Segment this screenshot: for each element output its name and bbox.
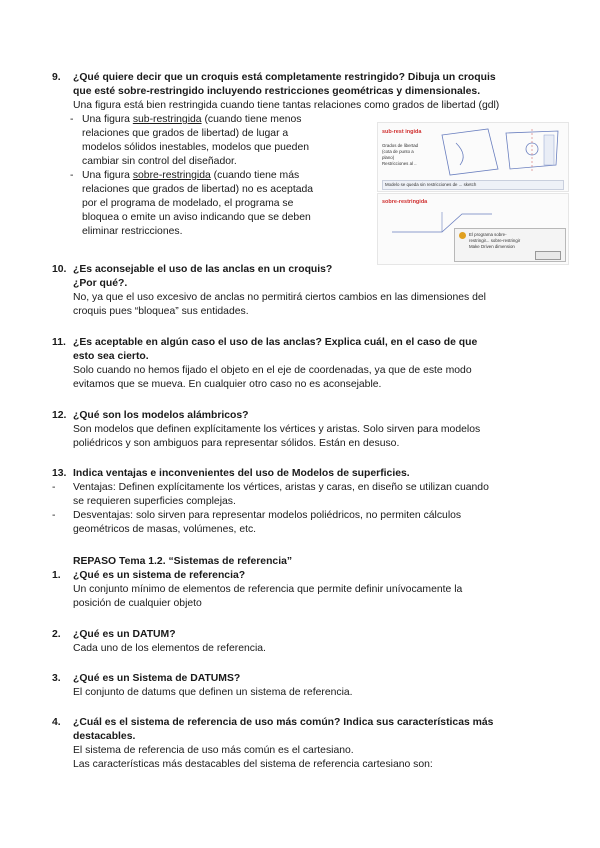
- question-title-line: Indica ventajas e inconvenientes del uso de Modelos de superficies.: [73, 468, 410, 479]
- review-question-1: [52, 569, 552, 611]
- review-question-2: [52, 628, 552, 656]
- answer-line: croquis pues “bloquea” sus entidades.: [73, 306, 249, 317]
- answer-line: posición de cualquier objeto: [73, 598, 202, 609]
- answer-line: Son modelos que definen explícitamente los vértices y aristas. Solo sirven para modelos: [73, 424, 481, 435]
- question-number: 1.: [52, 570, 61, 581]
- answer-line: evitamos que se mueva. En cualquier otro caso no es aconsejable.: [73, 379, 382, 390]
- question-title-line: ¿Es aceptable en algún caso el uso de las anclas? Explica cuál, en el caso de que: [73, 337, 478, 348]
- question-title-line: ¿Qué quiere decir que un croquis está completamente restringido? Dibuja un croquis: [73, 72, 496, 83]
- question-number: 9.: [52, 72, 61, 83]
- warning-dialog: [454, 228, 566, 262]
- answer-line: poliédricos y son ambiguos para representar sólidos. Están en desuso.: [73, 438, 400, 449]
- question-title-line: ¿Qué es un sistema de referencia?: [73, 570, 246, 581]
- question-title-line: que esté sobre-restringido incluyendo restricciones geométricas y dimensionales.: [73, 86, 481, 97]
- figure-note: Modelo se queda sin restricciones de ... sketch: [385, 182, 477, 187]
- answer-intro: Una figura está bien restringida cuando tiene tantas relaciones como grados de libertad (gdl): [73, 100, 500, 111]
- bullet-text: Una figura: [82, 170, 133, 181]
- sketch-drawing: [436, 125, 566, 181]
- disadvantages-item: - Desventajas: solo sirven para representar modelos poliédricos, no permiten cálculos geométricos de masas, volúmenes, etc.: [52, 509, 552, 537]
- answer-line: Cada uno de los elementos de referencia.: [73, 643, 266, 654]
- question-title-line: destacables.: [73, 731, 136, 742]
- review-question-4: [52, 716, 552, 772]
- bullet-text: relaciones que grados de libertad) no es aceptada: [82, 184, 314, 195]
- list-text: Ventajas: Definen explícitamente los vértices, aristas y caras, en diseño se utilizan cuando: [73, 482, 489, 493]
- answer-line: Solo cuando no hemos fijado el objeto en el eje de coordenadas, ya que de este modo: [73, 365, 472, 376]
- sobre-restringida-figure: [377, 193, 569, 265]
- question-title-line: ¿Qué es un Sistema de DATUMS?: [73, 673, 241, 684]
- section-heading-block: [52, 555, 552, 569]
- question-number: 11.: [52, 337, 66, 348]
- bullet-sub-restringida: - Una figura sub-restringida (cuando tiene menos relaciones que grados de libertad) de lugar a modelos sólidos inestables, modelos que pueden cambiar sin control del diseñador.: [52, 113, 552, 169]
- status-bar: [382, 180, 564, 190]
- figure-note: plano): [382, 155, 395, 160]
- answer-line: No, ya que el uso excesivo de anclas no permitirá ciertos cambios en las dimensiones del: [73, 292, 486, 303]
- figure-note: (cota de punto a: [382, 149, 414, 154]
- figure-caption: sobre-restringida: [382, 199, 428, 205]
- bullet-text: (cuando tiene más: [210, 170, 300, 181]
- advantages-item: - Ventajas: Definen explícitamente los vértices, aristas y caras, en diseño se utilizan cuando se requieren superficies complejas.: [52, 481, 552, 509]
- bullet-text: modelos sólidos inestables, modelos que pueden: [82, 142, 310, 153]
- figure-caption: sub-rest ingida: [382, 129, 422, 135]
- sub-restringida-figure: [377, 122, 569, 192]
- dialog-text: restringir... sobre-restringir: [469, 238, 521, 243]
- review-question-3: [52, 672, 552, 700]
- bullet-text: bloquea o emite un aviso indicando que se deben: [82, 212, 311, 223]
- warning-icon: [459, 232, 466, 239]
- answer-line: Las características más destacables del sistema de referencia cartesiano son:: [73, 759, 433, 770]
- question-11: [52, 336, 552, 392]
- bullet-text: cambiar sin control del diseñador.: [82, 156, 237, 167]
- bullet-text: por el programa de modelado, el programa se: [82, 198, 294, 209]
- question-title-line: ¿Qué son los modelos alámbricos?: [73, 410, 249, 421]
- dialog-text: Make Driven dimension: [469, 244, 515, 249]
- list-text: se requieren superficies complejas.: [73, 496, 236, 507]
- question-title-line: ¿Cuál es el sistema de referencia de uso más común? Indica sus características más: [73, 717, 494, 728]
- question-12: [52, 409, 552, 451]
- figure-note: Grados de libertad: [382, 143, 419, 148]
- question-title-line: ¿Por qué?.: [73, 278, 128, 289]
- list-text: geométricos de masas, volúmenes, etc.: [73, 524, 257, 535]
- question-number: 10.: [52, 264, 67, 275]
- section-heading: REPASO Tema 1.2. “Sistemas de referencia”: [73, 556, 293, 567]
- bullet-text: Una figura: [82, 114, 133, 125]
- dialog-ok-button: [535, 251, 561, 260]
- term-sub-restringida: sub-restringida: [132, 114, 202, 125]
- question-number: 3.: [52, 673, 61, 684]
- question-number: 12.: [52, 410, 67, 421]
- question-title-line: ¿Qué es un DATUM?: [73, 629, 176, 640]
- question-number: 2.: [52, 629, 61, 640]
- question-number: 13.: [52, 468, 67, 479]
- question-10: [52, 263, 552, 319]
- answer-line: El conjunto de datums que definen un sistema de referencia.: [73, 687, 353, 698]
- bullet-sobre-restringida: - Una figura sobre-restringida (cuando tiene más relaciones que grados de libertad) no es aceptada por el programa de modelado, el programa se bloquea o emite un aviso indicando que se deben eliminar restricciones.: [52, 169, 552, 239]
- question-title-line: esto sea cierto.: [73, 351, 149, 362]
- bullet-text: eliminar restricciones.: [82, 226, 183, 237]
- question-13-list: [52, 481, 552, 537]
- dialog-text: El programa sobre-: [469, 232, 507, 237]
- list-text: Desventajas: solo sirven para representar modelos poliédricos, no permiten cálculos: [73, 510, 462, 521]
- bullet-text: (cuando tiene menos: [201, 114, 302, 125]
- question-title-line: ¿Es aconsejable el uso de las anclas en un croquis?: [73, 264, 333, 275]
- bullet-text: relaciones que grados de libertad) de lugar a: [82, 128, 289, 139]
- term-sobre-restringida: sobre-restringida: [132, 170, 211, 181]
- figure-note: Restricciones al ..: [382, 161, 417, 166]
- question-number: 4.: [52, 717, 61, 728]
- question-13: [52, 467, 552, 481]
- answer-line: El sistema de referencia de uso más común es el cartesiano.: [73, 745, 354, 756]
- answer-line: Un conjunto mínimo de elementos de referencia que permite definir unívocamente la: [73, 584, 463, 595]
